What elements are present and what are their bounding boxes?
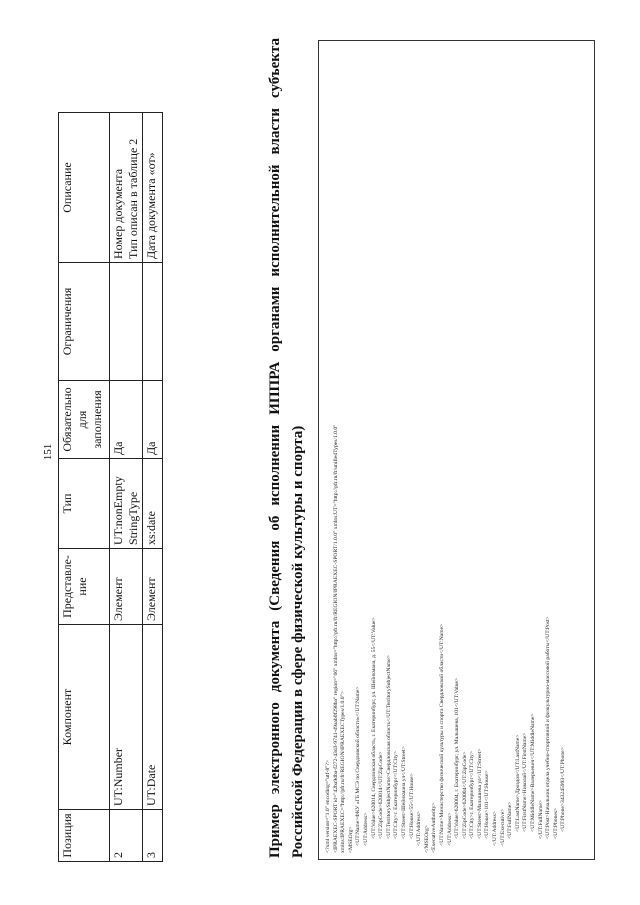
cell-required: Да bbox=[143, 381, 163, 459]
col-header-component: Компонент bbox=[59, 625, 110, 810]
cell-component: UT:Date bbox=[143, 625, 163, 810]
code-line: <UT:Name>Министерство физической культуры и спорта Свердловской области</UT:Name> bbox=[438, 623, 445, 846]
xml-code-listing bbox=[325, 41, 568, 853]
cell-representation: Элемент bbox=[143, 549, 163, 625]
col-header-position: Позиция bbox=[59, 810, 110, 862]
code-line: <UT:House>101</UT:House> bbox=[484, 770, 491, 839]
col-header-required: Обязательно для заполнения bbox=[59, 381, 110, 459]
code-line: <UT:LastName>Дроздов</UT:LastName> bbox=[514, 734, 521, 832]
code-line: <UT:Value>620014, Свердловская область, г. Екатеринбург, ул. Шейнкмана, д. 55</UT:Value> bbox=[370, 617, 377, 839]
code-line: </MSEOrg> bbox=[423, 825, 430, 853]
code-line: <UT:Executive> bbox=[499, 808, 506, 846]
cell-description bbox=[110, 113, 143, 263]
code-line: <UT:ZipCode>620004</UT:ZipCode> bbox=[461, 751, 468, 839]
code-line: <UT:MiddleName>Валерьевич</UT:MiddleName> bbox=[530, 713, 537, 832]
code-line: <UT:Street>Малышева ул</UT:Street> bbox=[476, 748, 483, 839]
code-line: <UT:Post>Начальник отдела учебно-спортивной и физкультурно-массовой работы</UT:Post> bbox=[545, 616, 552, 839]
code-line: <MSEOrg> bbox=[347, 826, 354, 853]
table-row bbox=[143, 113, 163, 862]
code-line: <UT:City>г. Екатеринбург</UT:City> bbox=[393, 751, 400, 839]
code-line: </UT:FullName> bbox=[537, 800, 544, 839]
cell-type: UT:nonEmpty StringType bbox=[110, 459, 143, 549]
description-line: Тип описан в таблице 2 bbox=[126, 138, 140, 259]
cell-type: xs:date bbox=[143, 459, 163, 549]
code-line: <UT:House>55</UT:House> bbox=[408, 773, 415, 839]
code-line: <IPRAEXEC-SPORT id="42ba9dba-f272-43d3-9741-d9aab0f298ba" region="66" xmlns="http://pfr.ru/fr/REGION/IPRAEXEC-SPORT/1.0.0" xmlns:UT="http://pfr.ru/fr/unifiedTypes/1.0.0" bbox=[332, 424, 339, 853]
code-line: <UT:Value>620004, г. Екатеринбург, ул. Малышева, 101</UT:Value> bbox=[454, 677, 461, 839]
col-header-restrictions: Ограничения bbox=[59, 263, 110, 381]
code-line: <UT:Address> bbox=[362, 812, 369, 846]
code-line: <?xml version="1.0" encoding="utf-8"?> bbox=[325, 759, 331, 853]
code-line: <UT:TerritorySubjectName>Свердловская область</UT:TerritorySubjectName> bbox=[385, 655, 392, 839]
cell-position: 3 bbox=[143, 810, 163, 862]
cell-component: UT:Number bbox=[110, 625, 143, 810]
code-line: <UT:Phone>343245993</UT:Phone> bbox=[560, 747, 567, 832]
code-line: </UT:Address> bbox=[416, 811, 423, 846]
code-line: <UT:FirstName>Николай</UT:FirstName> bbox=[522, 732, 529, 832]
page-number: 151 bbox=[42, 443, 54, 461]
code-line: <UT:ZipCode>620014</UT:ZipCode> bbox=[378, 751, 385, 839]
cell-position: 2 bbox=[110, 810, 143, 862]
rotated-page bbox=[40, 22, 600, 882]
col-header-description: Описание bbox=[59, 113, 110, 263]
code-line: xmlns:IPRAEXEC="http://pfr.ru/fr/REGION/IPRAEXECTypes/1.0.0"> bbox=[340, 691, 347, 853]
cell-representation: Элемент bbox=[110, 549, 143, 625]
code-line: <UT:City>г. Екатеринбург</UT:City> bbox=[469, 751, 476, 839]
description-line: Дата документа «от» bbox=[144, 152, 158, 259]
cell-required: Да bbox=[110, 381, 143, 459]
code-line: </UT:Address> bbox=[492, 811, 499, 846]
section-heading: Пример электронного документа (Сведения об исполнении ИППРА органами исполнительной власти субъекта Российской Федерации в сфере физической культуры и спорта) bbox=[267, 38, 307, 858]
code-line: <UT:FullName> bbox=[507, 801, 514, 839]
col-header-type: Тип bbox=[59, 459, 110, 549]
code-line: <UT:Street>Шейнкмана ул</UT:Street> bbox=[400, 746, 407, 839]
table-row bbox=[110, 113, 143, 862]
code-line: <UT:Address> bbox=[446, 812, 453, 846]
table-header-row bbox=[59, 113, 110, 862]
cell-description bbox=[143, 113, 163, 263]
code-line: <UT:Name>ФКУ «ГБ МСЭ по Свердловской области»</UT:Name> bbox=[355, 686, 362, 846]
code-line: <UT:Phones> bbox=[552, 807, 559, 839]
col-header-representation: Представле-ние bbox=[59, 549, 110, 625]
description-line: Номер документа bbox=[111, 168, 125, 259]
cell-restrictions bbox=[143, 263, 163, 381]
spec-table bbox=[58, 112, 163, 862]
xml-example-box bbox=[318, 40, 595, 860]
cell-restrictions bbox=[110, 263, 143, 381]
code-line: <ExecutiveAuthority> bbox=[431, 802, 438, 853]
